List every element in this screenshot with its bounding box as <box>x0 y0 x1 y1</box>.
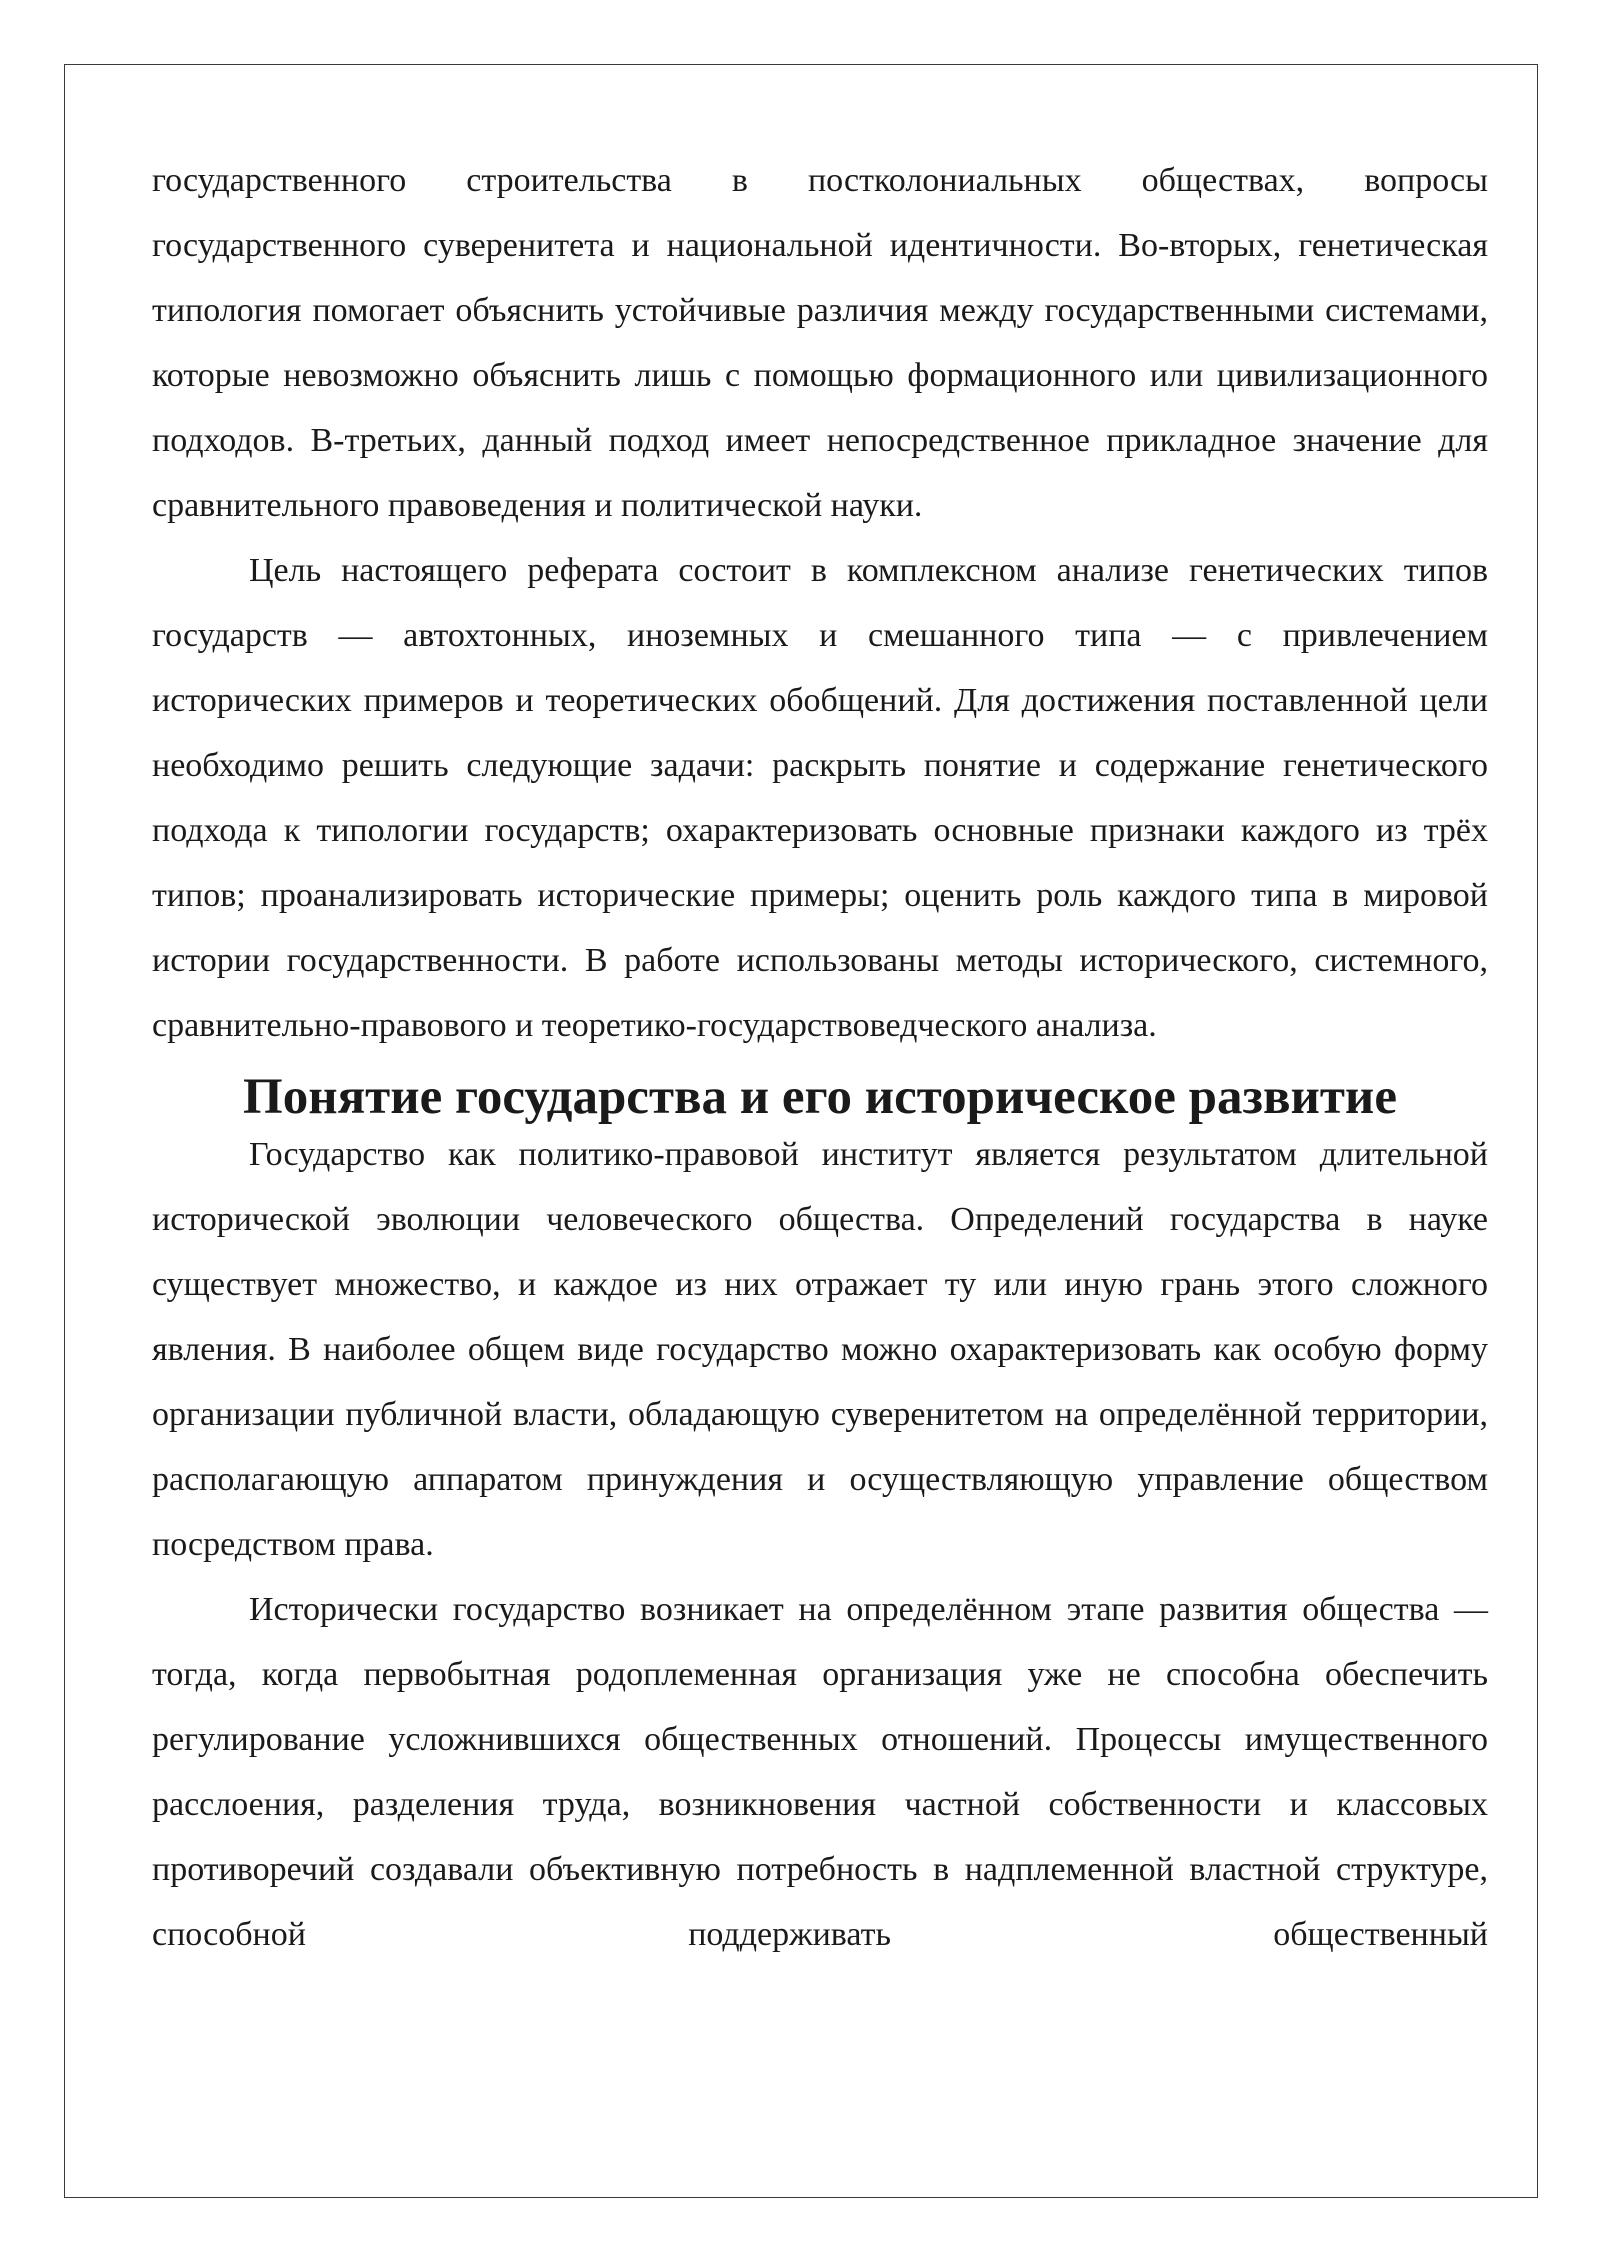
paragraph-state-origin: Исторически государство возникает на определённом этапе развития общества — тогда, когда первобытная родоплеменная организация уже не способна обеспечить регулирование усложнившихся общественных отношений. Процессы имущественного расслоения, разделения труда, возникновения частной собственности и классовых противоречий создавали объективную потребность в надплеменной властной структуре, способной поддерживать общественный <box>152 1591 1488 1953</box>
paragraph-state-definition: Государство как политико-правовой институт является результатом длительной исторической эволюции человеческого общества. Определений государства в науке существует множество, и каждое из них отражает ту или иную грань этого сложного явления. В наиболее общем виде государство можно охарактеризовать как особую форму организации публичной власти, обладающую суверенитетом на определённой территории, располагающую аппаратом принуждения и осуществляющую управление обществом посредством права. <box>152 1136 1488 1563</box>
paragraph-continuation: государственного строительства в постколониальных обществах, вопросы государственного суверенитета и национальной идентичности. Во-вторых, генетическая типология помогает объяснить устойчивые различия между государственными системами, которые невозможно объяснить лишь с помощью формационного или цивилизационного подходов. В-третьих, данный подход имеет непосредственное прикладное значение для сравнительного правоведения и политической науки. <box>152 162 1488 524</box>
document-body <box>152 148 1488 1967</box>
section-heading: Понятие государства и его историческое развитие <box>243 1069 1397 1125</box>
paragraph-goal: Цель настоящего реферата состоит в комплексном анализе генетических типов государств — автохтонных, иноземных и смешанного типа — с привлечением исторических примеров и теоретических обобщений. Для достижения поставленной цели необходимо решить следующие задачи: раскрыть понятие и содержание генетического подхода к типологии государств; охарактеризовать основные признаки каждого из трёх типов; проанализировать исторические примеры; оценить роль каждого типа в мировой истории государственности. В работе использованы методы исторического, системного, сравнительно-правового и теоретико-государствоведческого анализа. <box>152 552 1488 1044</box>
